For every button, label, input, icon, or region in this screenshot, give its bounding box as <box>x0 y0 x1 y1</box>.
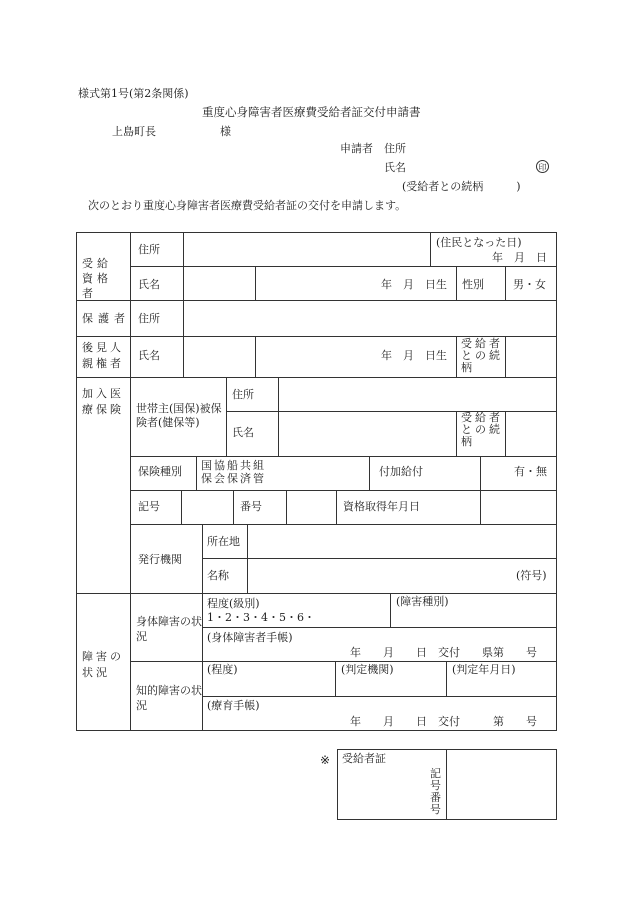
intro-text: 次のとおり重度心身障害者医療費受給者証の交付を申請します。 <box>88 199 407 212</box>
form-title: 重度心身障害者医療費受給者証交付申請書 <box>202 105 421 119</box>
degree-label: (程度) <box>207 663 238 676</box>
recipient-address-label: 住所 <box>138 243 160 256</box>
guardian-birthdate: 年 月 日生 <box>381 349 447 362</box>
resident-date-label: (住民となった日) <box>436 236 522 249</box>
insured-address-label: 住所 <box>232 388 254 401</box>
issuer-label: 発行機関 <box>138 553 182 566</box>
office-use-mark: ※ <box>320 753 331 767</box>
ryoiku-handbook-issue: 年 月 日 交付 第 号 <box>350 715 537 728</box>
resident-date-ymd: 年 月 日 <box>492 251 547 264</box>
insured-name-label: 氏名 <box>232 426 254 439</box>
physical-disability-label: 身体障害の状況 <box>136 615 202 643</box>
recipient-section-label: 受給資格者 <box>82 257 112 300</box>
certificate-symbol-number-label: 記号番号 <box>430 767 441 816</box>
extra-benefit-options: 有・無 <box>514 465 547 478</box>
guardian-name-label: 氏名 <box>138 349 160 362</box>
physical-handbook-label: (身体障害者手帳) <box>207 631 293 644</box>
insurance-section-label: 加入医療保険 <box>82 387 124 416</box>
acquired-date-label: 資格取得年月日 <box>343 500 420 513</box>
applicant-label: 申請者 <box>340 142 373 155</box>
judging-agency-label: (判定機関) <box>341 663 394 676</box>
recipient-name-label: 氏名 <box>138 278 160 291</box>
insurance-types-line2: 保会保済管 <box>201 472 266 485</box>
seal-mark: 印 <box>536 160 549 173</box>
insured-holder-label: 世帯主(国保)被保険者(健保等) <box>136 402 222 429</box>
sex-options: 男・女 <box>513 278 546 291</box>
applicant-name-label: 氏名 <box>384 161 406 174</box>
disability-type-label: (障害種別) <box>396 595 449 608</box>
insurance-types-line1: 国協船共組 <box>201 459 266 472</box>
ryoiku-handbook-label: (療育手帳) <box>207 699 260 712</box>
intellectual-disability-label: 知的障害の状況 <box>136 684 202 712</box>
insured-relation-label: 受給者との続柄 <box>461 411 503 448</box>
number-label: 番号 <box>240 500 262 513</box>
certificate-label: 受給者証 <box>342 752 386 765</box>
guardian-relation-label: 受給者との続柄 <box>461 337 503 374</box>
addressee: 上島町長 <box>112 125 156 138</box>
issuer-name-label: 名称 <box>207 569 229 582</box>
addressee-honorific: 様 <box>220 125 231 138</box>
applicant-address-label: 住所 <box>384 142 406 155</box>
form-number: 様式第1号(第2条関係) <box>78 87 189 100</box>
relation-note: (受給者との続柄 ) <box>402 180 521 193</box>
extra-benefit-label: 付加給付 <box>379 465 423 478</box>
guardian-address-label: 住所 <box>138 312 160 325</box>
issuer-location-label: 所在地 <box>207 535 240 548</box>
disability-section-label: 障害の状況 <box>82 650 124 679</box>
grade-label: 程度(級別) <box>207 597 260 610</box>
judging-date-label: (判定年月日) <box>452 663 516 676</box>
sex-label: 性別 <box>462 278 484 291</box>
grade-options: 1・2・3・4・5・6・ <box>207 611 315 624</box>
physical-handbook-issue: 年 月 日 交付 県第 号 <box>350 646 537 659</box>
issuer-code-label: (符号) <box>516 569 547 582</box>
recipient-birthdate: 年 月 日生 <box>381 278 447 291</box>
insurance-type-label: 保険種別 <box>138 465 182 478</box>
guardian-section-label: 保護者 <box>82 312 130 325</box>
symbol-label: 記号 <box>138 500 160 513</box>
custodian-section-label: 後見人親権者 <box>82 341 124 370</box>
